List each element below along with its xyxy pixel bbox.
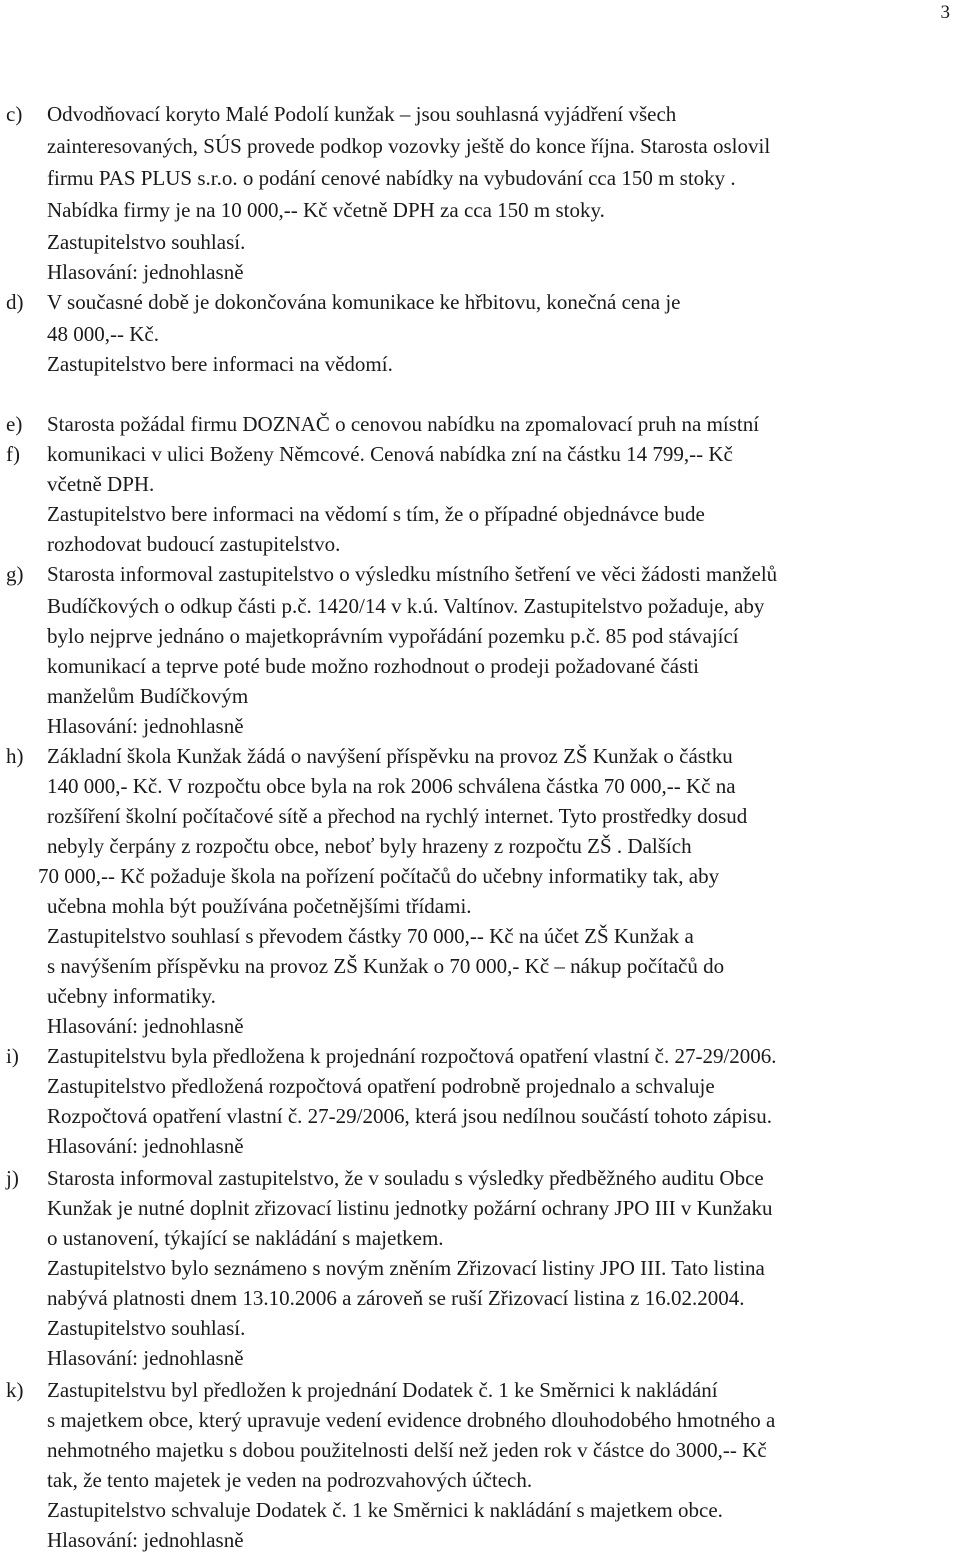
text-line: Zastupitelstvo předložená rozpočtová opatření podrobně projednalo a schvaluje: [47, 1074, 715, 1098]
text-line: včetně DPH.: [47, 472, 155, 496]
text-line: Rozpočtová opatření vlastní č. 27-29/2006, která jsou nedílnou součástí tohoto zápisu.: [47, 1104, 772, 1128]
text-line: Odvodňovací koryto Malé Podolí kunžak – jsou souhlasná vyjádření všech: [47, 102, 677, 126]
text-line: 70 000,-- Kč požaduje škola na pořízení počítačů do učebny informatiky tak, aby: [38, 864, 720, 888]
text-line: Nabídka firmy je na 10 000,-- Kč včetně DPH za cca 150 m stoky.: [47, 198, 605, 222]
text-line: V současné době je dokončována komunikace ke hřbitovu, konečná cena je: [47, 290, 681, 314]
text-line: 48 000,-- Kč.: [47, 322, 159, 346]
text-line: Hlasování: jednohlasně: [47, 1346, 244, 1370]
text-line: nebyly čerpány z rozpočtu obce, neboť byly hrazeny z rozpočtu ZŠ . Dalších: [47, 834, 692, 858]
text-line: firmu PAS PLUS s.r.o. o podání cenové nabídky na vybudování cca 150 m stoky .: [47, 166, 736, 190]
text-line: komunikací a teprve poté bude možno rozhodnout o prodeji požadované části: [47, 654, 699, 678]
item-label: g): [6, 562, 24, 586]
text-line: Starosta požádal firmu DOZNAČ o cenovou nabídku na zpomalovací pruh na místní: [47, 412, 760, 436]
text-line: o ustanovení, týkající se nakládání s majetkem.: [47, 1226, 444, 1250]
text-line: Starosta informoval zastupitelstvo, že v souladu s výsledky předběžného auditu Obce: [47, 1166, 764, 1190]
text-line: Zastupitelstvu byla předložena k projednání rozpočtová opatření vlastní č. 27-29/2006.: [47, 1044, 777, 1068]
text-line: Zastupitelstvo souhlasí.: [47, 230, 246, 254]
text-line: Zastupitelstvu byl předložen k projednání Dodatek č. 1 ke Směrnici k nakládání: [47, 1378, 718, 1402]
item-label: d): [6, 290, 24, 314]
text-line: učebna mohla být používána početnějšími třídami.: [47, 894, 472, 918]
item-label: k): [6, 1378, 24, 1402]
text-line: Zastupitelstvo souhlasí s převodem částky 70 000,-- Kč na účet ZŠ Kunžak a: [47, 924, 694, 948]
text-line: rozhodovat budoucí zastupitelstvo.: [47, 532, 341, 556]
text-line: s navýšením příspěvku na provoz ZŠ Kunžak o 70 000,- Kč – nákup počítačů do: [47, 954, 725, 978]
text-line: tak, že tento majetek je veden na podrozvahových účtech.: [47, 1468, 533, 1492]
item-label: e): [6, 412, 23, 436]
text-line: Hlasování: jednohlasně: [47, 1134, 244, 1158]
item-label: j): [6, 1166, 19, 1190]
text-line: s majetkem obce, který upravuje vedení evidence drobného dlouhodobého hmotného a: [47, 1408, 776, 1432]
text-line: zainteresovaných, SÚS provede podkop vozovky ještě do konce října. Starosta oslovil: [47, 134, 771, 158]
item-label: f): [6, 442, 20, 466]
text-line: Zastupitelstvo bere informaci na vědomí.: [47, 352, 393, 376]
text-line: Hlasování: jednohlasně: [47, 1528, 244, 1552]
text-line: Hlasování: jednohlasně: [47, 1014, 244, 1038]
page-number: 3: [940, 2, 950, 23]
text-line: Kunžak je nutné doplnit zřizovací listinu jednotky požární ochrany JPO III v Kunžaku: [47, 1196, 773, 1220]
text-line: Budíčkových o odkup části p.č. 1420/14 v k.ú. Valtínov. Zastupitelstvo požaduje, aby: [47, 594, 765, 618]
text-line: rozšíření školní počítačové sítě a přechod na rychlý internet. Tyto prostředky dosud: [47, 804, 748, 828]
text-line: nehmotného majetku s dobou použitelnosti delší než jeden rok v částce do 3000,-- Kč: [47, 1438, 767, 1462]
text-line: 140 000,- Kč. V rozpočtu obce byla na rok 2006 schválena částka 70 000,-- Kč na: [47, 774, 736, 798]
text-line: Hlasování: jednohlasně: [47, 260, 244, 284]
text-line: Zastupitelstvo bylo seznámeno s novým zněním Zřizovací listiny JPO III. Tato listina: [47, 1256, 765, 1280]
text-line: Zastupitelstvo bere informaci na vědomí s tím, že o případné objednávce bude: [47, 502, 705, 526]
text-line: bylo nejprve jednáno o majetkoprávním vypořádání pozemku p.č. 85 pod stávající: [47, 624, 739, 648]
item-label: i): [6, 1044, 19, 1068]
text-line: Hlasování: jednohlasně: [47, 714, 244, 738]
text-line: Starosta informoval zastupitelstvo o výsledku místního šetření ve věci žádosti manželů: [47, 562, 778, 586]
text-line: komunikaci v ulici Boženy Němcové. Cenová nabídka zní na částku 14 799,-- Kč: [47, 442, 733, 466]
text-line: učebny informatiky.: [47, 984, 216, 1008]
text-line: nabývá platnosti dnem 13.10.2006 a zároveň se ruší Zřizovací listina z 16.02.2004.: [47, 1286, 745, 1310]
text-line: Základní škola Kunžak žádá o navýšení příspěvku na provoz ZŠ Kunžak o částku: [47, 744, 733, 768]
text-line: Zastupitelstvo schvaluje Dodatek č. 1 ke Směrnici k nakládání s majetkem obce.: [47, 1498, 723, 1522]
item-label: h): [6, 744, 24, 768]
text-line: Zastupitelstvo souhlasí.: [47, 1316, 246, 1340]
item-label: c): [6, 102, 23, 126]
text-line: manželům Budíčkovým: [47, 684, 249, 708]
